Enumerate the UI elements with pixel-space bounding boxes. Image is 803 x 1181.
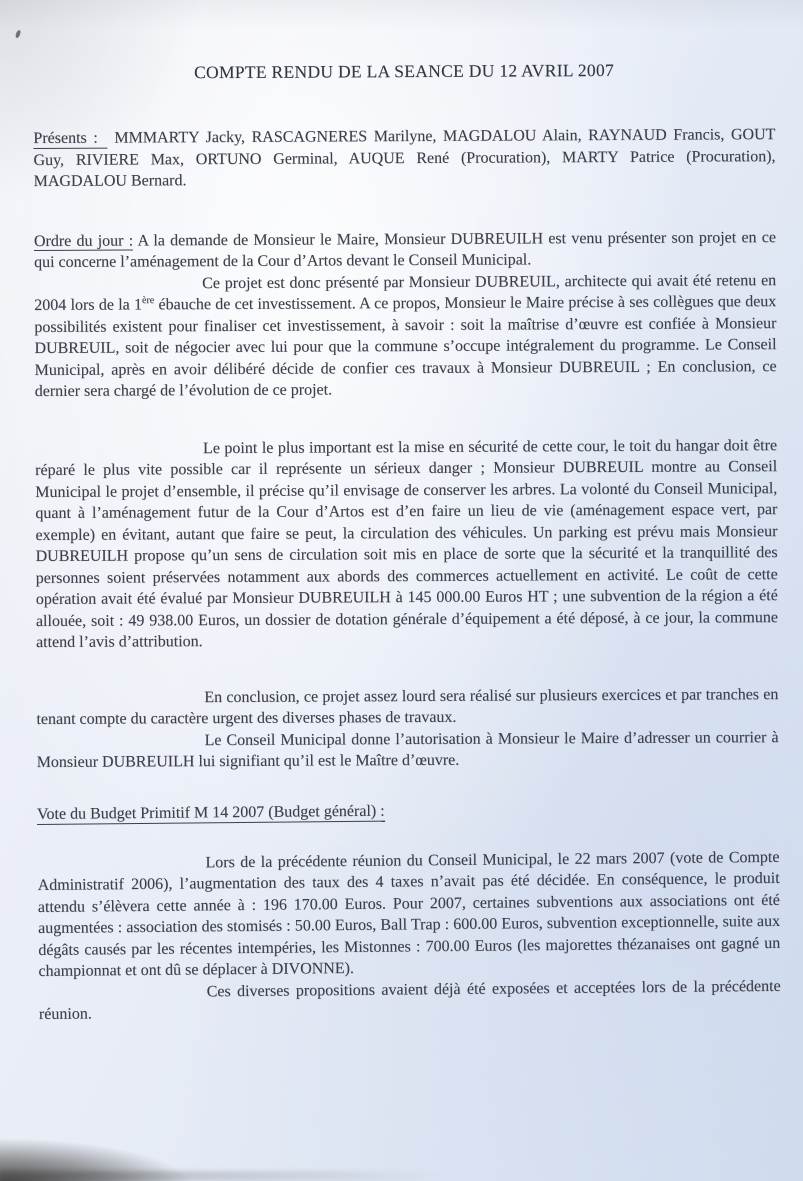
- page-shadow-bottom-left: [0, 1139, 190, 1181]
- attendees-label: Présents :: [33, 130, 107, 149]
- agenda-paragraph: [34, 227, 776, 274]
- budget-vote-paragraph: Lors de la précédente réunion du Conseil Municipal, le 22 mars 2007 (vote de Compte Administratif 2006), l’augmentation des taux des 4 taxes n’avait pas été décidée. En conséquence, le produit attendu s’élèvera cette année à : 196 170.00 Euros. Pour 2007, certaines subventions aux associations ont été augmentées : association des stomisés : 50.00 Euros, Ball Trap : 600.00 Euros, subvention exceptionnelle, suite aux dégâts causés par les récentes intempéries, les Mistonnes : 700.00 Euros (les majorettes thézanaises ont gagné un championnat et ont dû se déplacer à DIVONNE).: [37, 847, 781, 980]
- mayor-authorization-paragraph: Le Conseil Municipal donne l’autorisation à Monsieur le Maire d’adresser un courrier à Monsieur DUBREUILH lui signifiant qu’il est le Maître d’œuvre.: [36, 728, 779, 771]
- project-text-after-superscript: ébauche de cet investissement. A ce propos, Monsieur le Maire précise à ses collègues que deux possibilités existent pour finaliser cet investissement, à savoir : soit la maîtrise d’œuvre est confiée à Monsieur DUBREUIL, soit de négocier avec lui pour que la commune s’occupe intégralement du programme. Le Conseil Municipal, après en avoir délibéré décide de confier ces travaux à Monsieur DUBREUIL ; En conclusion, ce dernier sera chargé de l’évolution de ce projet.: [34, 293, 777, 400]
- attendees-text: MMMARTY Jacky, RASCAGNERES Marilyne, MAGDALOU Alain, RAYNAUD Francis, GOUT Guy, RIVIERE Max, ORTUNO Germinal, AUQUE René (Procuration), MARTY Patrice (Procuration), MAGDALOU Bernard.: [33, 126, 776, 190]
- page-shadow-bottom-edge: [0, 1171, 520, 1181]
- superscript-ere: ère: [141, 295, 155, 307]
- courtyard-security-paragraph: Le point le plus important est la mise en sécurité de cette cour, le toit du hangar doit être réparé le plus vite possible car il représente un sérieux danger ; Monsieur DUBREUIL montre au Conseil Municipal le projet d’ensemble, il précise qu’il envisage de conserver les arbres. La volonté du Conseil Municipal, quant à l’aménagement futur de la Cour d’Artos est d’en faire un lieu de vie (aménagement espace vert, par exemple) en évitant, autant que faire se peut, la circulation des véhicules. Un parking est prévu mais Monsieur DUBREUILH propose qu’un sens de circulation soit mis en place de sorte que la sécurité et la tranquillité des personnes soient préservées notamment aux abords des commerces actuellement en activité. Le coût de cette opération avait été évalué par Monsieur DUBREUILH à 145 000.00 Euros HT ; une subvention de la région a été allouée, soit : 49 938.00 Euros, un dossier de dotation générale d’équipement a été déposé, à ce jour, la commune attend l’avis d’attribution.: [35, 436, 778, 651]
- budget-section-heading: [37, 796, 779, 825]
- agenda-text: A la demande de Monsieur le Maire, Monsieur DUBREUILH est venu présenter son projet en ce qui concerne l’aménagement de la Cour d’Artos devant le Conseil Municipal.: [34, 228, 776, 271]
- budget-section: [37, 796, 781, 1025]
- project-text-before-superscript: Ce projet est donc présenté par Monsieur DUBREUIL, architecte qui avait été retenu en 2004 lors de la 1: [34, 271, 777, 314]
- project-presentation-paragraph: [34, 270, 777, 403]
- agenda-label: Ordre du jour :: [33, 231, 134, 250]
- ink-speck-mark: [15, 30, 21, 39]
- conclusion-paragraph: En conclusion, ce projet assez lourd sera réalisé sur plusieurs exercices et par tranches en tenant compte du caractère urgent des diverses phases de travaux.: [36, 685, 779, 728]
- document-content: [33, 58, 780, 1025]
- attendees-paragraph: [33, 124, 775, 192]
- budget-heading-text: Vote du Budget Primitif M 14 2007 (Budget général) :: [36, 802, 385, 823]
- propositions-paragraph: Ces diverses propositions avaient déjà été exposées et acceptées lors de la précédente réunion.: [38, 976, 781, 1023]
- document-title: COMPTE RENDU DE LA SEANCE DU 12 AVRIL 2007: [194, 59, 615, 83]
